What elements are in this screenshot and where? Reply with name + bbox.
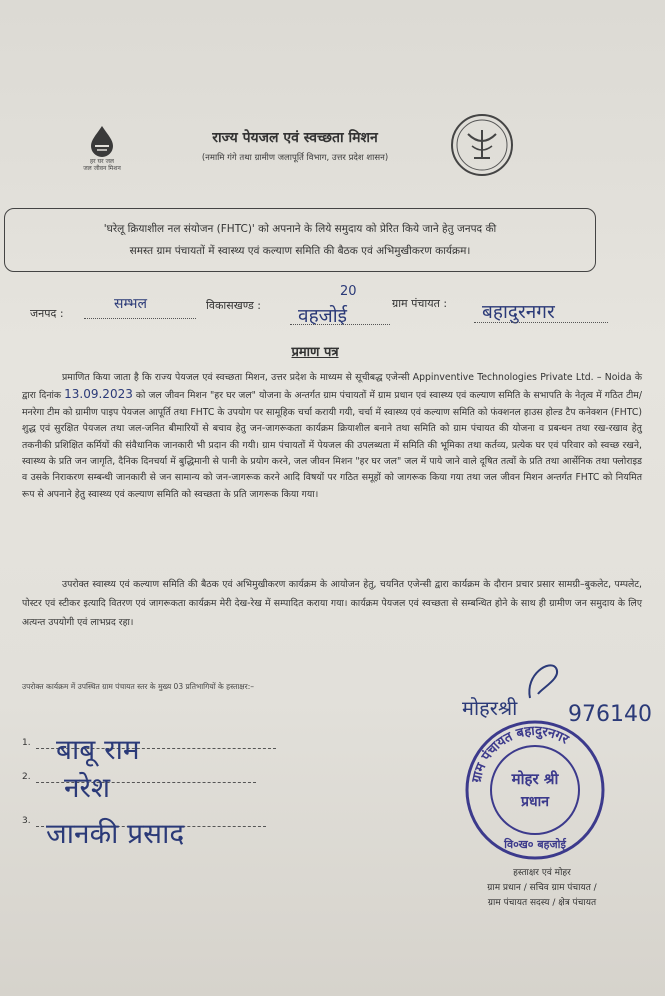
signature-flourish <box>520 654 570 704</box>
attendee-signature-2: नरेश <box>64 771 111 804</box>
block-handwritten: वहजोई <box>298 305 348 327</box>
banner-line-1: 'घरेलू क्रियाशील नल संयोजन (FHTC)' को अपनाने के लिये समुदाय को प्रेरित किये जाने हेतु जनपद की <box>103 223 497 235</box>
district-label: जनपद : <box>30 307 64 320</box>
pradhan-signature: मोहरश्री <box>462 696 518 720</box>
para1-body-text: को जल जीवन मिशन "हर घर जल" योजना के अन्तर्गत ग्राम पंचायतों में ग्राम प्रधान एवं स्वास्थ्य एवं कल्याण समिति के सभापति के नेतृत्व में गठित टीम/मनरेगा टीम को ग्रामीण पाइप पेयजल आपूर्ति तथा FHTC के उपयोग पर सामूहिक चर्चा करायी गयी, चर्चा में स्वास्थ्य एवं कल्याण समिति को फंक्शनल हाउस होल्ड टैप कनेक्शन (FHTC) शुद्ध एवं सुरक्षित पेयजल तथा जल-जनित बीमारियों से बचाव हेतु जन-जागरूकता कार्यक्रम क्रियाशील बनाने तथा समिति को ग्राम पंचायत की योजना व प्रबन्धन तथा रख-रखाव हेतु तकनीकी प्रशिक्षित कर्मियों की संवैधानिक जानकारी भी प्रदान की गयी। ग्राम पंचायतों में पेयजल की उपलब्धता में समिति की भूमिका तथा कर्तव्य, प्रत्येक घर एवं परिवार को स्वच्छ रखने, स्वास्थ्य के प्रति जन जागृति, दैनिक दिनचर्या में बुद्धिमानी से पानी के प्रयोग करने, जल जीवन मिशन "हर घर जल" जल में पाये जाने वाले दूषित तत्वों के प्रति तथा आर्सेनिक तथा फ्लोराइड व उसके निराकरण सम्बन्धी जानकारी से जन सामान्य को जन-जागरूक करने आदि विषयों पर गठित समूहों को जागरूक किया गया तथा जल जीवन मिशन अन्तर्गत FHTC को नियमित रूप से अपनाने हेतु स्वास्थ्य एवं कल्याण समिति को स्वच्छता के प्रति जागरूक किया गया। <box>22 390 642 500</box>
certificate-body-paragraph <box>22 370 642 503</box>
attendee-signature-3: जानकी प्रसाद <box>46 817 185 850</box>
stamp-ring-text: ग्राम पंचायत बहादुरनगर <box>469 723 571 784</box>
signature-number-1: 1. <box>22 738 31 748</box>
attendee-signature-1: बाबू राम <box>56 733 140 766</box>
logo-caption: हर घर जल जल जीवन मिशन <box>83 158 121 172</box>
stamp-center-line-1: मोहर श्री <box>511 770 559 788</box>
gram-panchayat-handwritten: बहादुरनगर <box>482 301 555 323</box>
gram-panchayat-label: ग्राम पंचायत : <box>392 297 448 310</box>
attendees-heading: उपरोक्त कार्यक्रम में उपस्थित ग्राम पंचायत स्तर के मुख्य 03 प्रतिभागियों के हस्ताक्षर:– <box>22 682 255 691</box>
stamp-circle <box>460 716 610 864</box>
caption-line-2: ग्राम प्रधान / सचिव ग्राम पंचायत / <box>487 883 597 893</box>
mission-title: राज्य पेयजल एवं स्वच्छता मिशन <box>212 130 378 146</box>
certificate-second-paragraph <box>22 575 642 632</box>
stamp-bottom-text: वि०ख० बहजोई <box>504 838 566 851</box>
banner-line-2: समस्त ग्राम पंचायतों में स्वास्थ्य एवं कल्याण समिति की बैठक एवं अभिमुखीकरण कार्यक्रम। <box>129 245 471 257</box>
pradhan-phone-handwritten: 976140 <box>568 702 652 727</box>
para2-text: उपरोक्त स्वास्थ्य एवं कल्याण समिति की बैठक एवं अभिमुखीकरण कार्यक्रम के आयोजन हेतु, चयनित एजेन्सी द्वारा कार्यक्रम के दौरान प्रचार प्रसार सामग्री–बुकलेट, पम्पलेट, पोस्टर एवं स्टीकर इत्यादि वितरण एवं जागरूकता कार्यक्रम मेरी देख-रेख में सम्पादित कराया गया। कार्यक्रम पेयजल एवं स्वच्छता से सम्बन्धित होने के साथ ही ग्रामीण जन समुदाय के लिए अत्यन्त उपयोगी एवं लाभप्रद रहा। <box>22 579 642 628</box>
gram-panchayat-dotted-line <box>474 322 608 323</box>
signature-number-2: 2. <box>22 772 31 782</box>
block-prefix-handwritten: 20 <box>340 284 357 299</box>
block-dotted-line <box>290 324 390 325</box>
water-drop-icon <box>85 124 119 158</box>
caption-line-3: ग्राम पंचायत सदस्य / क्षेत्र पंचायत <box>487 898 597 908</box>
seal-emblem-icon <box>448 112 516 178</box>
up-government-seal <box>448 112 516 178</box>
gram-panchayat-stamp <box>460 716 610 864</box>
program-date-handwritten: 13.09.2023 <box>64 387 133 402</box>
district-handwritten: सम्भल <box>114 296 147 312</box>
block-label: विकासखण्ड : <box>206 299 262 312</box>
district-dotted-line <box>84 318 196 319</box>
stamp-center-line-2: प्रधान <box>521 794 549 810</box>
har-ghar-jal-logo <box>74 124 130 172</box>
signature-caption <box>452 866 632 911</box>
caption-line-1: हस्ताक्षर एवं मोहर <box>513 868 571 878</box>
para1-intro-text: प्रमाणित किया जाता है कि राज्य पेयजल एवं स्वच्छता मिशन, उत्तर प्रदेश के माध्यम से सूचीबद्ध एजेन्सी Appinventive Technologies Private Ltd. – Noida के द्वारा दिनांक <box>22 372 642 402</box>
certificate-title: प्रमाण पत्र <box>291 345 339 360</box>
signature-number-3: 3. <box>22 816 31 826</box>
department-subtitle: (नमामि गंगे तथा ग्रामीण जलापूर्ति विभाग, उत्तर प्रदेश शासन) <box>201 153 389 163</box>
program-banner <box>4 208 596 272</box>
